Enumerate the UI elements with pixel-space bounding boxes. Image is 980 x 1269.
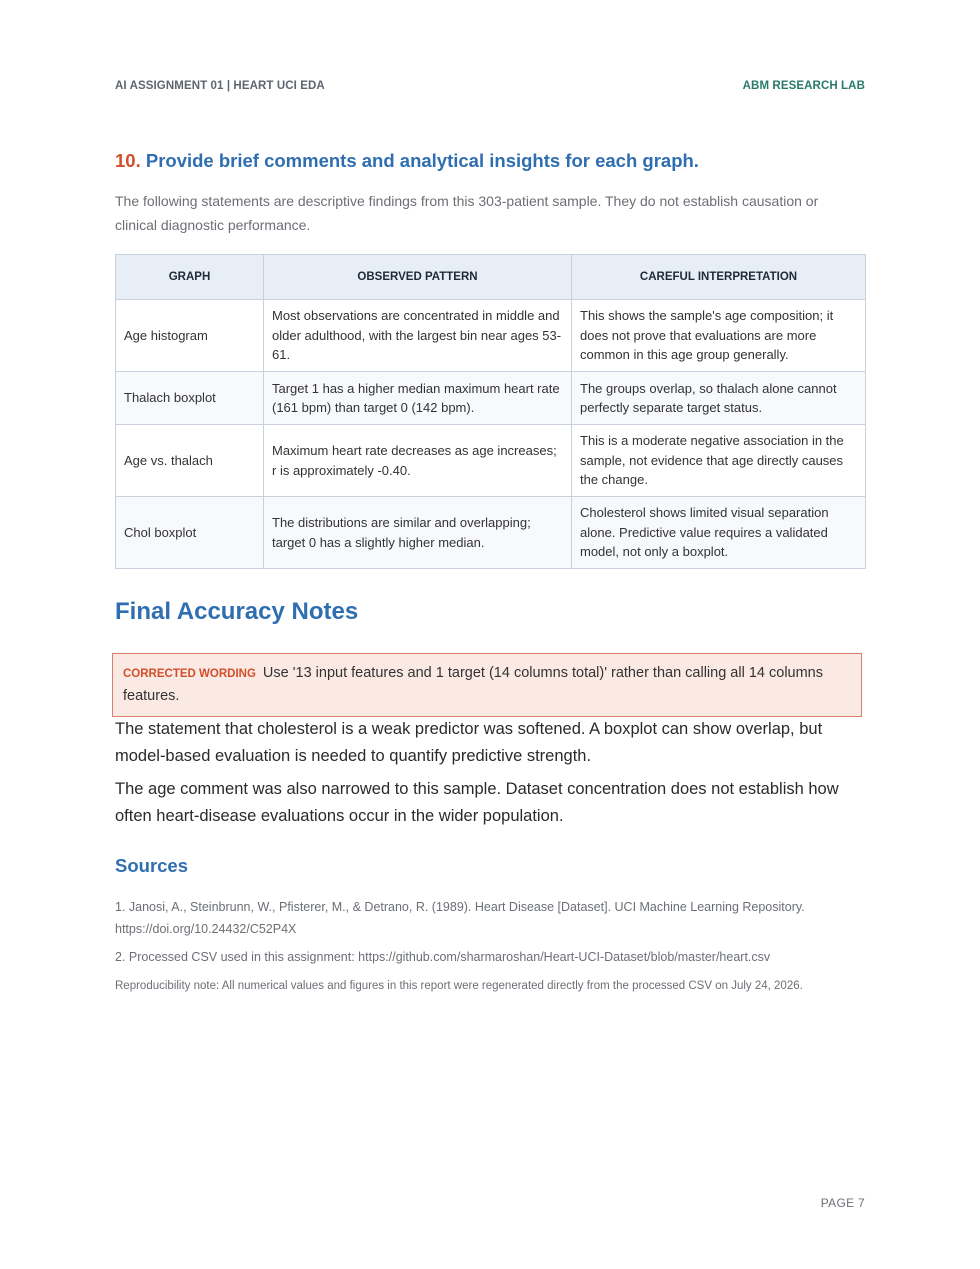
question-heading — [115, 150, 865, 172]
cell-interpretation: The groups overlap, so thalach alone cannot perfectly separate target status. — [572, 372, 866, 425]
table-row — [116, 372, 866, 425]
column-header-observed-pattern: OBSERVED PATTERN — [264, 255, 572, 300]
header-lab-name: ABM RESEARCH LAB — [742, 80, 865, 92]
question-text: Provide brief comments and analytical insights for each graph. — [145, 150, 699, 171]
source-item-1: 1. Janosi, A., Steinbrunn, W., Pfisterer, M., & Detrano, R. (1989). Heart Disease [Dataset]. UCI Machine Learning Repository. https://doi.org/10.24432/C52P4X — [115, 900, 805, 936]
final-notes-paragraph-1: The statement that cholesterol is a weak predictor was softened. A boxplot can show overlap, but model-based evaluation is needed to quantify predictive strength. — [115, 720, 823, 765]
source-item-2: 2. Processed CSV used in this assignment: https://github.com/sharmaroshan/Heart-UCI-Dataset/blob/master/heart.csv — [115, 950, 771, 964]
cell-graph: Age histogram — [116, 300, 264, 372]
cell-pattern: Target 1 has a higher median maximum heart rate (161 bpm) than target 0 (142 bpm). — [264, 372, 572, 425]
header-assignment-title: AI ASSIGNMENT 01 | HEART UCI EDA — [115, 80, 325, 92]
column-header-graph: GRAPH — [116, 255, 264, 300]
intro-paragraph: The following statements are descriptive findings from this 303-patient sample. They do not establish causation or clinical diagnostic performance. — [115, 193, 819, 233]
running-header — [115, 80, 865, 92]
insights-table — [115, 254, 866, 569]
cell-pattern: Most observations are concentrated in middle and older adulthood, with the largest bin near ages 53-61. — [264, 300, 572, 372]
cell-graph: Chol boxplot — [116, 497, 264, 569]
document-page — [115, 0, 865, 1269]
final-notes-title: Final Accuracy Notes — [115, 598, 359, 625]
column-header-careful-interpretation: CAREFUL INTERPRETATION — [572, 255, 866, 300]
cell-interpretation: Cholesterol shows limited visual separation alone. Predictive value requires a validated model, not only a boxplot. — [572, 497, 866, 569]
callout-tag: CORRECTED WORDING — [123, 668, 256, 680]
cell-pattern: The distributions are similar and overlapping; target 0 has a slightly higher median. — [264, 497, 572, 569]
cell-pattern: Maximum heart rate decreases as age increases; r is approximately -0.40. — [264, 425, 572, 497]
table-row — [116, 497, 866, 569]
callout-text: Use '13 input features and 1 target (14 columns total)' rather than calling all 14 columns features. — [123, 665, 823, 704]
corrected-wording-callout — [112, 653, 862, 717]
page-number: PAGE 7 — [820, 1196, 865, 1210]
table-row — [116, 300, 866, 372]
table-row — [116, 425, 866, 497]
reproducibility-note: Reproducibility note: All numerical values and figures in this report were regenerated directly from the processed CSV on July 24, 2026. — [115, 980, 803, 992]
cell-interpretation: This shows the sample's age composition; it does not prove that evaluations are more common in this age group generally. — [572, 300, 866, 372]
sources-title: Sources — [115, 855, 189, 876]
cell-graph: Thalach boxplot — [116, 372, 264, 425]
question-number: 10. — [115, 150, 141, 171]
table-header-row — [116, 255, 866, 300]
final-notes-paragraph-2: The age comment was also narrowed to this sample. Dataset concentration does not establish how often heart-disease evaluations occur in the wider population. — [115, 780, 839, 825]
cell-graph: Age vs. thalach — [116, 425, 264, 497]
cell-interpretation: This is a moderate negative association in the sample, not evidence that age directly causes the change. — [572, 425, 866, 497]
